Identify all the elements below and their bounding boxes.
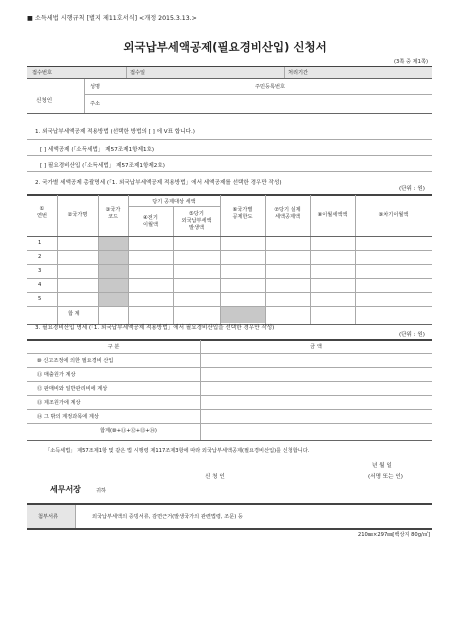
- section2-title: 2. 국가별 세액공제 총괄명세 (「1. 외국납부세액공제 적용방법」에서 세액공제를 선택한 경우만 작성): [35, 180, 282, 186]
- receipt-row-bg: [27, 67, 432, 78]
- current-deductible-group-header: 당기 공제대상 세액: [152, 199, 196, 205]
- paper-spec: 210㎜×297㎜[백상지 80g/㎡]: [357, 532, 430, 538]
- applicant-label: 신청인: [36, 98, 53, 104]
- limit-total-shaded-cell: [221, 307, 265, 323]
- section2-total-label: 합 계: [68, 311, 80, 317]
- page-number: (3쪽 중 제1쪽): [394, 59, 428, 65]
- row-number: 2: [38, 254, 42, 260]
- honorific: 귀하: [96, 488, 107, 494]
- receipt-date-label: 접수일: [130, 70, 146, 76]
- row-number: 3: [38, 268, 42, 274]
- expense-inclusion-option[interactable]: [ ] 필요경비산입 (「소득세법」 제57조제1항제2호): [40, 163, 165, 169]
- expense-item: ⑫ 판매비와 일반관리비에 계상: [37, 386, 108, 392]
- declaration-text: 「소득세법」 제57조제1항 및 같은 법 시행령 제117조제3항에 따라 외국납부세액공제(필요경비산입)를 신청합니다.: [45, 448, 310, 454]
- col-country-code: ③국가 코드: [105, 207, 121, 220]
- col-country-limit: ⑥국가별 공제한도: [232, 207, 253, 220]
- form-reference: ■ 소득세법 시행규칙 [별지 제11호서식] <개정 2015.3.13.>: [27, 15, 197, 22]
- country-code-shaded-cells: [99, 237, 128, 306]
- applicant-sign-label: 신 청 인: [205, 474, 225, 480]
- signature-placeholder[interactable]: (서명 또는 인): [368, 474, 403, 480]
- section3-unit: (단위 : 원): [398, 332, 425, 338]
- section2-unit: (단위 : 원): [398, 186, 425, 192]
- attachments-label: 첨부서류: [38, 514, 59, 520]
- expense-item: ⑭ 그 밖의 계정과목에 계상: [37, 414, 99, 420]
- section1-title: 1. 외국납부세액공제 적용방법 (선택한 방법의 [ ] 에 V표 합니다.): [35, 129, 195, 135]
- rrn-label: 주민등록번호: [255, 84, 286, 90]
- col-carryover-tax: ⑧이월세액액: [317, 212, 348, 218]
- col-category: 구 분: [107, 344, 120, 350]
- col-country-name: ②국가명: [67, 212, 88, 218]
- name-label: 성명: [90, 84, 101, 90]
- col-amount: 금 액: [310, 344, 322, 350]
- receipt-number-label: 접수번호: [32, 70, 53, 76]
- row-number: 4: [38, 282, 42, 288]
- tax-credit-option[interactable]: [ ] 세액공제 (「소득세법」 제57조제1항제1호): [40, 147, 155, 153]
- page-title: 외국납부세액공제(필요경비산입) 신청서: [123, 40, 327, 54]
- col-serial-number: ① 연번: [36, 206, 48, 219]
- address-label: 주소: [90, 101, 101, 107]
- tax-office-head: 세무서장: [50, 485, 81, 494]
- expense-item: ⑩ 신고조정에 의한 필요경비 산입: [37, 358, 114, 364]
- expense-item: ⑬ 제조원가에 계상: [37, 400, 81, 406]
- col-next-carryover: ⑨차기이월액: [378, 212, 409, 218]
- section3-title: 3. 필요경비산입 명세 (「1. 외국납부세액공제 적용방법」에서 필요경비산입을 선택한 경우만 작성): [35, 325, 275, 331]
- date-line: 년 월 일: [372, 463, 392, 469]
- col-actual-credit: ⑦당기 실제 세액공제액: [274, 207, 301, 220]
- row-number: 1: [38, 240, 42, 246]
- col-prior-carryover: ④전기 이월액: [142, 215, 159, 228]
- col-foreign-tax-paid: ⑤당기 외국납부세액 발생액: [181, 211, 212, 231]
- row-number: 5: [38, 296, 42, 302]
- processing-period-label: 처리기간: [288, 70, 309, 76]
- expense-item: ⑪ 매출원가 계상: [37, 372, 76, 378]
- attachments-content: 외국납부세액의 증빙서류, 감면근거(발생국가의 관련법령, 조문) 등: [92, 514, 243, 520]
- section3-total-label: 합계(⑩+⑪+⑫+⑬+⑭): [100, 428, 157, 434]
